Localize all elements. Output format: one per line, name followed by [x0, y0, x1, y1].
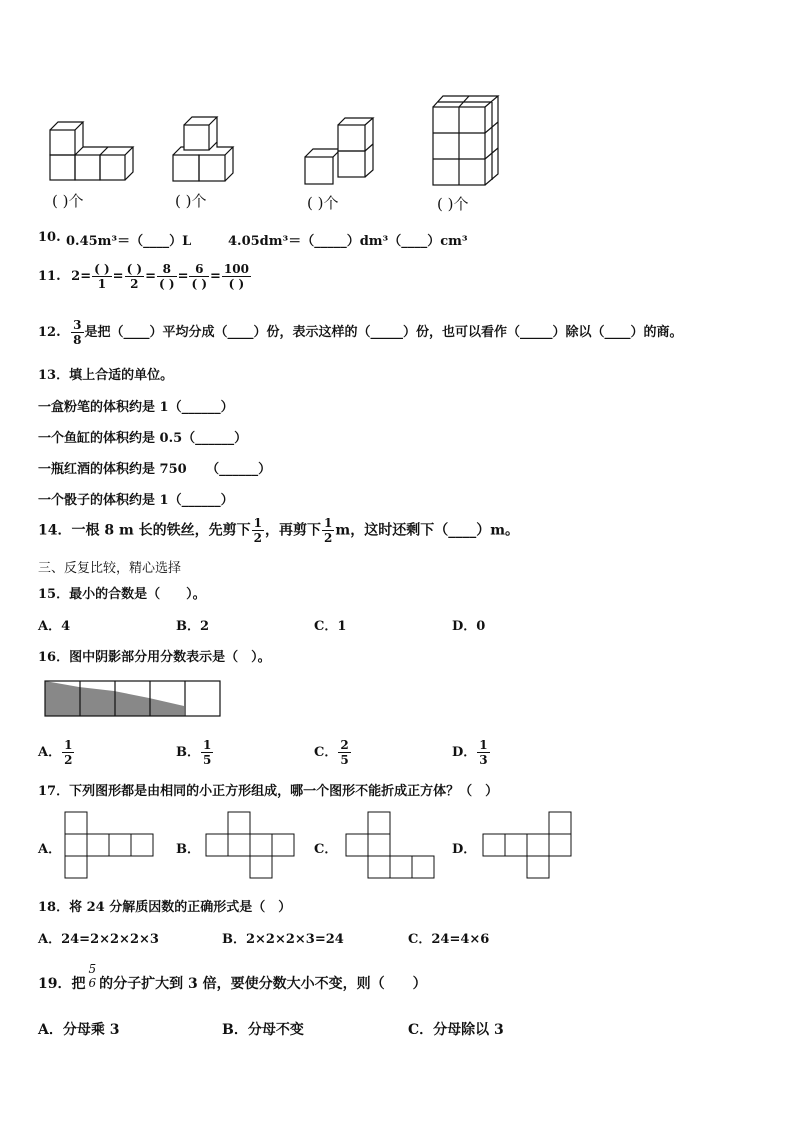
- q16-shaded-figure: [44, 680, 224, 720]
- q15-option-c[interactable]: C．1: [314, 619, 347, 634]
- q13-line-3: 一瓶红酒的体积约是 750 （______）: [38, 462, 272, 477]
- q18-stem: 18．将 24 分解质因数的正确形式是（ ）: [38, 900, 292, 915]
- q17-option-d-label[interactable]: D．: [452, 842, 477, 857]
- q15-option-d[interactable]: D．0: [452, 619, 486, 634]
- q11-lead: 2=: [71, 269, 92, 284]
- q14-line: 14．一根 8 m 长的铁丝，先剪下 $\frac{1}{2}$ ，再剪下 $\frac{1}{2}$ m，这时还剩下（____）m。: [38, 516, 520, 545]
- q11-line: 11. 2= $\frac{( )}{1}$ = $\frac{( )}{2}$ = $\frac{8}{( )}$ = $\frac{6}{( )}$ = $\frac{100}{( )}$: [38, 262, 249, 291]
- q15-option-b[interactable]: B．2: [176, 619, 210, 634]
- cube-count-3-caption: ( )个: [307, 194, 339, 212]
- cube-figure-4: [428, 92, 508, 192]
- q11-number: 11.: [38, 269, 61, 284]
- q16-stem: 16．图中阴影部分用分数表示是（ ）。: [38, 650, 271, 665]
- q16-option-c[interactable]: C． $\frac{2}{5}$: [314, 738, 349, 767]
- q17-net-b[interactable]: [205, 811, 300, 883]
- q16-option-b[interactable]: B． $\frac{1}{5}$: [176, 738, 212, 767]
- q12-fraction: $\frac{3}{8}$: [73, 318, 82, 347]
- q15-stem: 15．最小的合数是（ ）。: [38, 587, 206, 602]
- q15-option-a[interactable]: A．4: [38, 619, 71, 634]
- q17-net-a[interactable]: [64, 811, 159, 883]
- cube-count-4-caption: ( )个: [437, 195, 469, 213]
- cube-figure-2: [170, 113, 250, 188]
- section-3-heading: 三、反复比较，精心选择: [38, 561, 182, 576]
- q12-text: 是把（____）平均分成（____）份，表示这样的（_____）份，也可以看作（_____）除以（____）的商。: [84, 325, 683, 340]
- q19-line: 19．把 5 6 的分子扩大到 3 倍，要使分数大小不变，则（ ）: [38, 962, 427, 992]
- q17-net-c[interactable]: [345, 811, 440, 883]
- cube-count-1-caption: ( )个: [52, 192, 84, 210]
- q19-option-c[interactable]: C．分母除以 3: [408, 1022, 504, 1038]
- q14-fraction-1: $\frac{1}{2}$: [253, 516, 263, 545]
- q11-fraction-3: $\frac{8}{( )}$: [159, 262, 175, 291]
- q12-number: 12.: [38, 325, 61, 340]
- q16-option-a[interactable]: A． $\frac{1}{2}$: [38, 738, 73, 767]
- q13-line-2: 一个鱼缸的体积约是 0.5（______）: [38, 431, 248, 446]
- q13-line-4: 一个骰子的体积约是 1（______）: [38, 493, 234, 508]
- q13-title: 13．填上合适的单位。: [38, 368, 174, 383]
- q11-fraction-2: $\frac{( )}{2}$: [126, 262, 143, 291]
- q10-part2: 4.05dm³＝（_____）dm³（____）cm³: [228, 234, 468, 249]
- q11-fraction-5: $\frac{100}{( )}$: [223, 262, 249, 291]
- q17-option-b-label[interactable]: B．: [176, 842, 200, 857]
- q11-fraction-4: $\frac{6}{( )}$: [191, 262, 208, 291]
- q17-option-c-label[interactable]: C．: [314, 842, 338, 857]
- q18-option-c[interactable]: C．24=4×6: [408, 932, 490, 947]
- q10-number: 10.: [38, 230, 61, 245]
- cube-figure-1: [45, 118, 145, 188]
- q17-option-a-label[interactable]: A．: [38, 842, 62, 857]
- q16-option-d[interactable]: D． $\frac{1}{3}$: [452, 738, 488, 767]
- q19-option-a[interactable]: A．分母乘 3: [38, 1022, 120, 1038]
- q18-option-b[interactable]: B．2×2×2×3=24: [222, 932, 344, 947]
- q17-net-d[interactable]: [482, 811, 577, 883]
- q19-fraction: 5 6: [88, 962, 97, 990]
- cube-count-2-caption: ( )个: [175, 192, 207, 210]
- q13-line-1: 一盒粉笔的体积约是 1（______）: [38, 400, 234, 415]
- q12-line: [38, 318, 683, 347]
- q10-part1: 0.45m³＝（____）L: [66, 234, 192, 249]
- q17-stem: 17．下列图形都是由相同的小正方形组成，哪一个图形不能折成正方体？（ ）: [38, 784, 499, 799]
- q11-fraction-1: $\frac{( )}{1}$: [94, 262, 110, 291]
- cube-figure-3: [300, 113, 380, 188]
- q18-option-a[interactable]: A．24=2×2×2×3: [38, 932, 159, 947]
- q14-fraction-2: $\frac{1}{2}$: [324, 516, 333, 545]
- q19-option-b[interactable]: B．分母不变: [222, 1022, 304, 1038]
